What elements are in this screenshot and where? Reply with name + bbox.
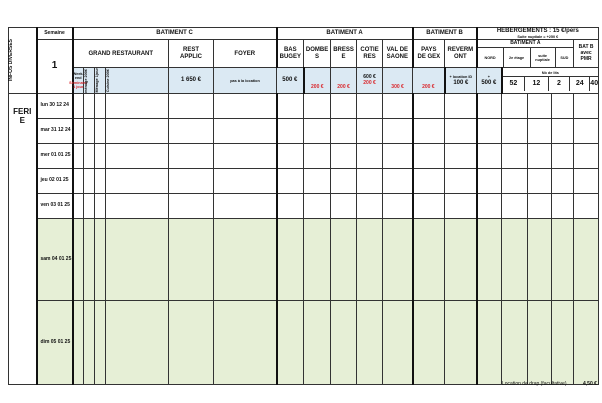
day-label: lun 30 12 24 (37, 93, 73, 118)
batiment-c-header: BATIMENT C (73, 28, 277, 40)
col-rest-applic: REST APPLIC (169, 40, 214, 68)
lits-2e-etage: 12 (525, 77, 548, 91)
table-row (9, 93, 599, 118)
col-foyer: FOYER (214, 40, 277, 68)
day-label: sam 04 01 25 (37, 218, 73, 300)
col-bat-b-pmr: BAT B avec PMR (574, 40, 599, 68)
batiment-b-header: BATIMENT B (413, 28, 477, 40)
table-row (9, 300, 599, 384)
planning-grid (8, 27, 599, 385)
day-label: mar 31 12 24 (37, 118, 73, 143)
table-row (9, 118, 599, 143)
col-2e-etage: 2e étage (504, 48, 531, 67)
heb-batiment-a-header: BATIMENT A (478, 40, 574, 48)
day-label: mer 01 01 25 (37, 143, 73, 168)
price-rest-applic: pas à la location (214, 68, 277, 93)
col-dombes: DOMBE S (304, 40, 331, 68)
weekend-label: Week-end Séminaire 1 jour (73, 68, 84, 93)
lits-bat-b: 40 (590, 79, 599, 87)
table-row (9, 218, 599, 300)
col-sud: SUD (560, 55, 569, 60)
price-dombes: 200 € (331, 68, 357, 93)
day-label: dim 05 01 25 (37, 300, 73, 384)
col-pays-de-gex: PAYS DE GEX (413, 40, 445, 68)
lits-suite-nuptiale: 2 (549, 77, 571, 91)
price-bresse: 600 € 200 € (357, 68, 383, 93)
price-pays-de-gex: + location ID 100 € (445, 68, 477, 93)
hebergements-title: HEBERGEMENTS : 15 €/pers (496, 28, 579, 34)
col-suite-nuptiale: suite nuptiale (531, 48, 556, 67)
vert-label-menage-jour: Ménage 1jour (95, 68, 106, 93)
hebergements-sub: Suite nuptiale = +250 € (517, 35, 559, 40)
footer (0, 381, 602, 389)
price-val-de-saone: 200 € (413, 68, 445, 93)
col-revermont: REVERM ONT (445, 40, 477, 68)
col-bas-bugey: BAS BUGEY (277, 40, 304, 68)
infos-diverses-label: INFOS DIVERSES (9, 28, 37, 94)
vert-label-menage: ménage 200€ (84, 68, 95, 93)
table-row (9, 168, 599, 193)
col-nord: NORD (478, 48, 504, 67)
day-label: ven 03 01 25 (37, 193, 73, 218)
hebergements-header (477, 28, 599, 40)
col-coties: COTIE RES (357, 40, 383, 68)
nb-lits-block (502, 68, 599, 93)
vert-label-cuisine: Cuisine 200€ (106, 68, 169, 93)
nb-lits-label: Nb de lits (503, 71, 599, 77)
table-row (9, 193, 599, 218)
col-bresse: BRESS E (331, 40, 357, 68)
price-grand-restaurant: 1 650 € (169, 68, 214, 93)
price-bas-bugey: 200 € (304, 68, 331, 93)
heb-batiment-a-block (477, 40, 574, 68)
col-val-de-saone: VAL DE SAONE (383, 40, 413, 68)
lits-sud: 24 (570, 77, 590, 91)
price-coties: 300 € (383, 68, 413, 93)
semaine-number: 1 (37, 40, 73, 93)
table-row (9, 143, 599, 168)
col-grand-restaurant: GRAND RESTAURANT (73, 40, 169, 68)
price-foyer: 500 € (277, 68, 304, 93)
drap-label: Location de drap (facultative) (502, 381, 567, 387)
lits-nord: 52 (503, 77, 526, 91)
drap-price: 4,50 € (583, 381, 597, 387)
semaine-label: Semaine (37, 28, 73, 40)
day-label: jeu 02 01 25 (37, 168, 73, 193)
price-revermont: + 500 € (477, 68, 502, 93)
side-note: FERI E (9, 93, 37, 384)
batiment-a-header: BATIMENT A (277, 28, 413, 40)
